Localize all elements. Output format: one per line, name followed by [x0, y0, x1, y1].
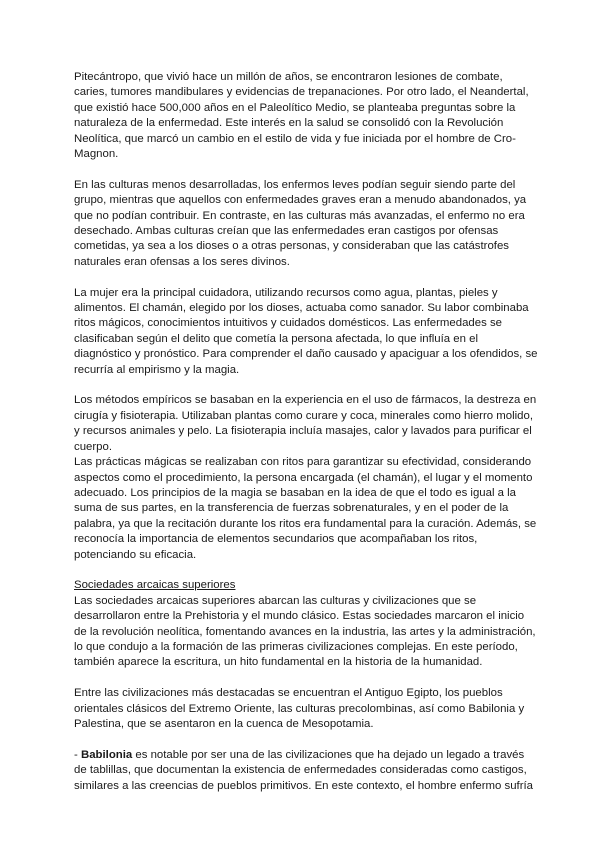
section-heading: Sociedades arcaicas superiores	[74, 579, 236, 592]
list-dash: -	[74, 748, 81, 761]
paragraph-babilonia	[74, 748, 538, 794]
section-archaic-societies	[74, 578, 538, 670]
paragraph-cultures-illness: En las culturas menos desarrolladas, los enfermos leves podían seguir siendo parte del grupo, mientras que aquellos con enfermedades graves eran a menudo abandonados, ya que no podían contribuir. En contraste, en las culturas más avanzadas, el enfermo no era desechado. Ambas culturas creían que las enfermedades eran castigos por ofensas cometidas, ya sea a los dioses o a otras personas, y consideraban que las catástrofes naturales eran ofensas a los seres divinos.	[74, 178, 527, 268]
document-body	[74, 70, 538, 809]
paragraph-caregivers-shaman: La mujer era la principal cuidadora, utilizando recursos como agua, plantas, pieles y alimentos. El chamán, elegido por los dioses, actuaba como sanador. Su labor combinaba ritos mágicos, conocimientos intuitivos y cuidados domésticos. Las enfermedades se clasificaban según el delito que cometía la persona afectada, lo que influía en el diagnóstico y pronóstico. Para comprender el daño causado y apaciguar a los ofendidos, se recurría al empirismo y la magia.	[74, 286, 538, 376]
babilonia-description: es notable por ser una de las civilizaciones que ha dejado un legado a través de tablillas, que documentan la existencia de enfermedades consideradas como castigos, similares a las creencias de pueblos primitivos. En este contexto, el hombre enfermo sufría	[74, 748, 534, 792]
paragraph-archaic-societies: Las sociedades arcaicas superiores abarcan las culturas y civilizaciones que se desarrollaron entre la Prehistoria y el mundo clásico. Estas sociedades marcaron el inicio de la revolución neolítica, fomentando avances en la industria, las artes y la administración, lo que condujo a la formación de las primeras civilizaciones complejas. En este período, también aparece la escritura, un hito fundamental en la historia de la humanidad.	[74, 594, 536, 669]
paragraph-empirical-methods: Los métodos empíricos se basaban en la experiencia en el uso de fármacos, la destreza en cirugía y fisioterapia. Utilizaban plantas como curare y coca, minerales como hierro molido, y recursos animales y pelo. La fisioterapia incluía masajes, calor y lavados para purificar el cuerpo.	[74, 394, 537, 453]
babilonia-term: Babilonia	[80, 748, 133, 761]
paragraph-prehistoric-evidence: Pitecántropo, que vivió hace un millón de años, se encontraron lesiones de combate, caries, tumores mandibulares y evidencias de trepanaciones. Por otro lado, el Neandertal, que existió hace 500,000 años en el Paleolítico Medio, se planteaba preguntas sobre la naturaleza de la enfermedad. Este interés en la salud se consolidó con la Revolución Neolítica, que marcó un cambio en el estilo de vida y fue iniciada por el hombre de Cro-Magnon.	[74, 71, 529, 161]
paragraph-magic-practices: Las prácticas mágicas se realizaban con ritos para garantizar su efectividad, considerando aspectos como el procedimiento, la persona encargada (el chamán), el lugar y el momento adecuado. Los principios de la magia se basaban en la idea de que el todo es igual a la suma de sus partes, en la transferencia de fuerzas sobrenaturales, y en el poder de la palabra, ya que la recitación durante los ritos era fundamental para la curación. Además, se reconocía la importancia de elementos secundarios que acompañaban los ritos, potenciando su eficacia.	[74, 456, 537, 561]
paragraph-civilizations: Entre las civilizaciones más destacadas se encuentran el Antiguo Egipto, los pueblos orientales clásicos del Extremo Oriente, las culturas precolombinas, así como Babilonia y Palestina, que se asentaron en la cuenca de Mesopotamia.	[74, 687, 525, 730]
